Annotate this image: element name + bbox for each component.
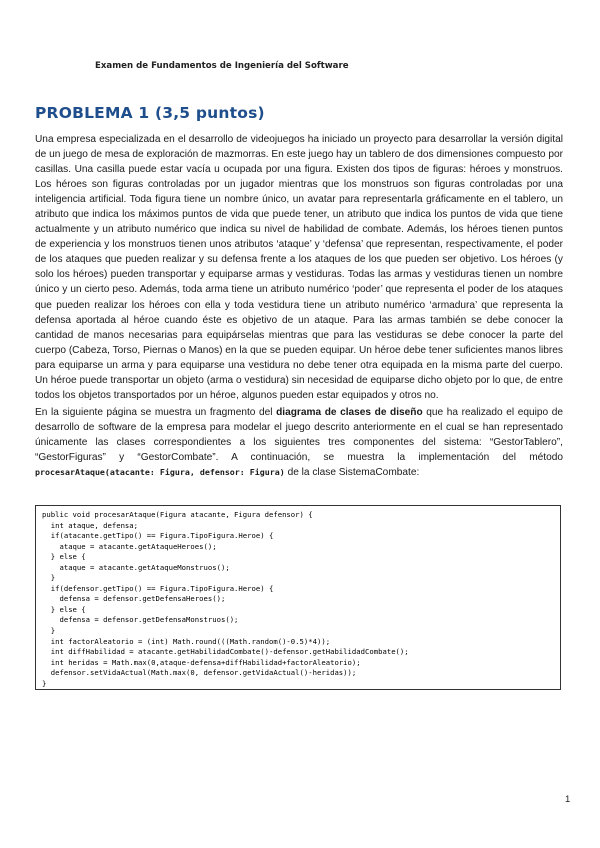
code-line: } xyxy=(42,678,47,688)
code-line: } else { xyxy=(42,604,86,614)
code-line: int factorAleatorio = (int) Math.round(((Math.random()-0.5)*4)); xyxy=(42,636,331,646)
page-header: Examen de Fundamentos de Ingeniería del Software xyxy=(95,61,349,71)
code-line: defensa = defensor.getDefensaHeroes(); xyxy=(42,594,226,604)
code-line: } xyxy=(42,626,56,636)
code-line: int diffHabilidad = atacante.getHabilidadCombate()-defensor.getHabilidadCombate(); xyxy=(42,647,409,657)
code-line: if(defensor.getTipo() == Figura.TipoFigura.Heroe) { xyxy=(42,583,274,593)
code-line: int ataque, defensa; xyxy=(42,520,139,530)
intro-bold-text: diagrama de clases de diseño xyxy=(276,406,423,418)
intro-text-3: de la clase SistemaCombate: xyxy=(284,467,420,479)
code-line: defensa = defensor.getDefensaMonstruos(); xyxy=(42,615,239,625)
problem-body xyxy=(35,132,563,482)
code-listing xyxy=(35,505,561,690)
intro-text-2: que ha realizado el equipo de desarrollo de software de la empresa para modelar el juego descrito anteriormente en el cual se han representado únicamente las clases correspondientes a los siguientes tres componentes del sistema: “GestorTablero”, “GestorFiguras” y “GestorCombate”. A continuación, se muestra la implementación del método xyxy=(35,406,563,463)
problem-title: PROBLEMA 1 (3,5 puntos) xyxy=(35,104,265,122)
code-line: } else { xyxy=(42,552,86,562)
statement-paragraph: Una empresa especializada en el desarrollo de videojuegos ha iniciado un proyecto para desarrollar la versión digital de un juego de mesa de exploración de mazmorras. En este juego hay un tablero de dos dimensiones compuesto por casillas. Una casilla puede estar vacía u ocupada por una figura. Existen dos tipos de figuras: héroes y monstruos. Los héroes son figuras controladas por un jugador mientras que los monstruos son figuras controladas por una inteligencia artificial. Toda figura tiene un nombre único, un avatar para representarla gráficamente en el tablero, un atributo que indica los máximos puntos de vida que puede tener, un atributo que indica los puntos de vida que tiene actualmente y un atributo numérico que indica su nivel de habilidad de combate. Además, los héroes tienen puntos de experiencia y los monstruos tienen unos atributos ‘ataque’ y ‘defensa’ que representan, respectivamente, el poder de los ataques que pueden realizar y su defensa frente a los ataques de los que pueden ser objetivo. Los héroes (y solo los héroes) pueden transportar y equiparse armas y vestiduras. Todas las armas y vestiduras tienen un nombre único y un cierto peso. Además, toda arma tiene un atributo numérico ‘poder’ que representa el poder de los ataques que pueden realizar los héroes con ella y toda vestidura tiene un atributo numérico ‘armadura’ que representa la defensa aportada al héroe cuando éste es objetivo de un ataque. Para las armas también se debe conocer la cantidad de manos necesarias para equipárselas mientras que para las vestiduras se debe conocer la parte del cuerpo (Cabeza, Torso, Piernas o Manos) en la que se pueden equipar. Un héroe debe tener suficientes manos libres para equiparse un arma y para equiparse una vestidura no debe tener otra equipada en la misma parte del cuerpo. Un héroe puede transportar un objeto (arma o vestidura) sin necesidad de equiparse dicho objeto por lo que, de entre todos los objetos transportados por un héroe, algunos pueden estar equipados y otros no. xyxy=(35,134,563,401)
diagram-intro-paragraph xyxy=(35,405,563,480)
page-number: 1 xyxy=(565,794,571,805)
intro-text-1: En la siguiente página se muestra un fragmento del xyxy=(35,406,277,418)
code-line: public void procesarAtaque(Figura atacante, Figura defensor) { xyxy=(42,510,313,519)
code-line: ataque = atacante.getAtaqueMonstruos(); xyxy=(42,562,230,572)
code-line: defensor.setVidaActual(Math.max(0, defensor.getVidaActual()-heridas)); xyxy=(42,668,357,678)
code-line: } xyxy=(42,573,56,583)
code-line: int heridas = Math.max(0,ataque-defensa+diffHabilidad+factorAleatorio); xyxy=(42,657,361,667)
code-line: ataque = atacante.getAtaqueHeroes(); xyxy=(42,541,217,551)
code-line: if(atacante.getTipo() == Figura.TipoFigura.Heroe) { xyxy=(42,531,274,541)
method-signature: procesarAtaque(atacante: Figura, defensor: Figura) xyxy=(35,467,285,478)
